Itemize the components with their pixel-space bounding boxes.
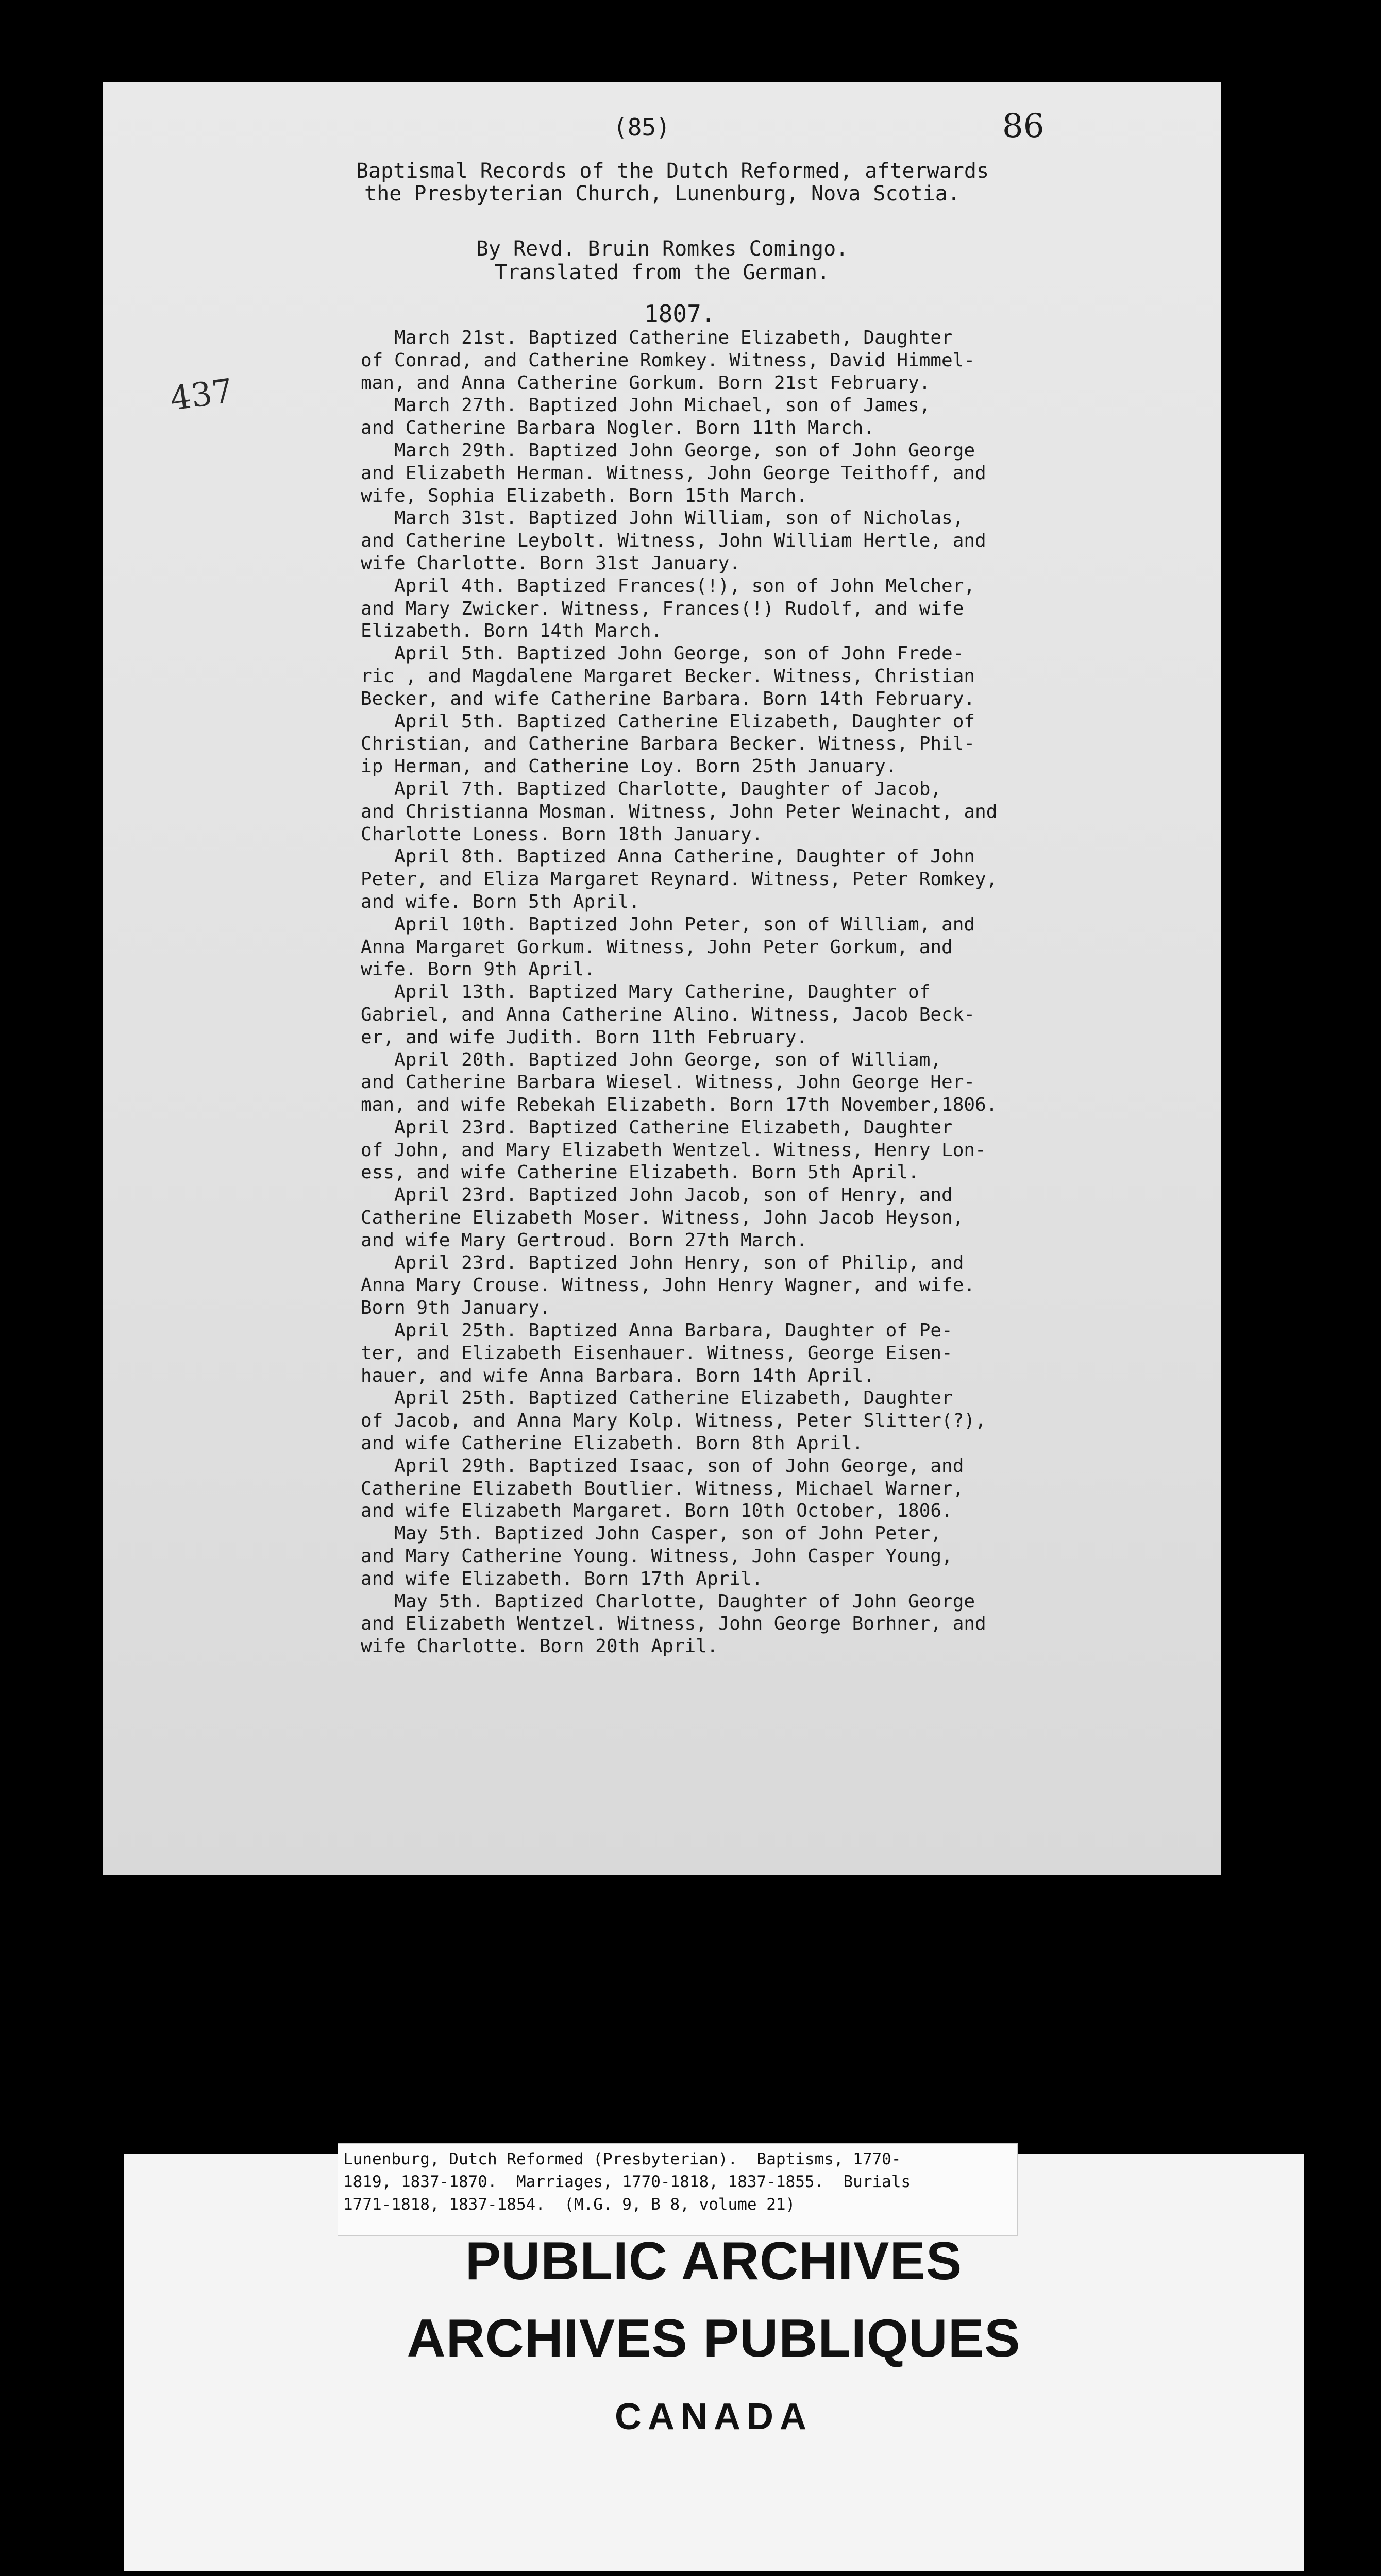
entry-line: Born 9th January.	[361, 1297, 551, 1319]
entry-line: April 20th. Baptized John George, son of William,	[361, 1049, 942, 1071]
byline-line: By Revd. Bruin Romkes Comingo.	[476, 237, 849, 261]
title-line: Baptismal Records of the Dutch Reformed, afterwards	[356, 159, 989, 183]
entry-line: hauer, and wife Anna Barbara. Born 14th April.	[361, 1365, 874, 1386]
entry-line: Catherine Elizabeth Boutlier. Witness, Michael Warner,	[361, 1478, 964, 1499]
entry-line: and Catherine Barbara Nogler. Born 11th March.	[361, 417, 874, 439]
entry-line: Becker, and wife Catherine Barbara. Born 14th February.	[361, 688, 975, 709]
entry-line: March 27th. Baptized John Michael, son of James,	[361, 395, 931, 416]
entry-line: and Mary Catherine Young. Witness, John Casper Young,	[361, 1546, 953, 1567]
page-number-right: 86	[1002, 107, 1045, 145]
entry-line: and wife Elizabeth. Born 17th April.	[361, 1568, 763, 1589]
slip-line: 1771-1818, 1837-1854. (M.G. 9, B 8, volume 21)	[343, 2195, 796, 2214]
entry-line: Anna Mary Crouse. Witness, John Henry Wagner, and wife.	[361, 1275, 975, 1296]
entry-line: April 25th. Baptized Anna Barbara, Daughter of Pe-	[361, 1320, 953, 1342]
entry-line: March 29th. Baptized John George, son of John George	[361, 439, 975, 461]
year-heading: 1807.	[644, 300, 716, 328]
entry-line: and Christianna Mosman. Witness, John Peter Weinacht, and	[361, 801, 998, 822]
entry-line: Christian, and Catherine Barbara Becker. Witness, Phil-	[361, 733, 975, 755]
entry-line: of John, and Mary Elizabeth Wentzel. Witness, Henry Lon-	[361, 1139, 986, 1161]
entry-line: ip Herman, and Catherine Loy. Born 25th January.	[361, 756, 897, 777]
slip-line: Lunenburg, Dutch Reformed (Presbyterian). Baptisms, 1770-	[343, 2150, 901, 2168]
entry-line: wife, Sophia Elizabeth. Born 15th March.	[361, 485, 807, 506]
entry-line: and wife Mary Gertroud. Born 27th March.	[361, 1229, 807, 1251]
entry-line: April 4th. Baptized Frances(!), son of John Melcher,	[361, 575, 975, 597]
entry-line: April 8th. Baptized Anna Catherine, Daughter of John	[361, 846, 975, 868]
entry-line: and wife Catherine Elizabeth. Born 8th April.	[361, 1433, 864, 1454]
document-title	[103, 160, 1221, 205]
entry-line: Catherine Elizabeth Moser. Witness, John Jacob Heyson,	[361, 1207, 964, 1229]
entry-line: May 5th. Baptized Charlotte, Daughter of John George	[361, 1590, 975, 1612]
entry-line: and Catherine Barbara Wiesel. Witness, John George Her-	[361, 1072, 975, 1093]
entry-line: of Conrad, and Catherine Romkey. Witness, David Himmel-	[361, 349, 975, 371]
entry-line: April 7th. Baptized Charlotte, Daughter of Jacob,	[361, 778, 942, 800]
entry-line: April 25th. Baptized Catherine Elizabeth, Daughter	[361, 1387, 953, 1409]
entry-line: March 21st. Baptized Catherine Elizabeth, Daughter	[361, 327, 953, 348]
entry-line: ter, and Elizabeth Eisenhauer. Witness, George Eisen-	[361, 1342, 953, 1364]
entry-line: and Elizabeth Wentzel. Witness, John George Borhner, and	[361, 1613, 986, 1635]
entry-line: er, and wife Judith. Born 11th February.	[361, 1026, 807, 1048]
entry-line: Elizabeth. Born 14th March.	[361, 620, 663, 642]
entry-line: April 23rd. Baptized Catherine Elizabeth, Daughter	[361, 1116, 953, 1138]
baptism-entries	[361, 327, 997, 1658]
entry-line: of Jacob, and Anna Mary Kolp. Witness, Peter Slitter(?),	[361, 1410, 986, 1432]
entry-line: April 5th. Baptized John George, son of John Frede-	[361, 643, 964, 665]
byline	[103, 237, 1221, 284]
entry-line: Peter, and Eliza Margaret Reynard. Witness, Peter Romkey,	[361, 869, 998, 890]
entry-line: April 29th. Baptized Isaac, son of John George, and	[361, 1455, 964, 1477]
entry-line: April 5th. Baptized Catherine Elizabeth, Daughter of	[361, 710, 975, 732]
entry-line: April 13th. Baptized Mary Catherine, Daughter of	[361, 981, 931, 1003]
archive-label-card	[124, 2150, 1304, 2571]
entry-line: Anna Margaret Gorkum. Witness, John Peter Gorkum, and	[361, 936, 953, 958]
entry-line: and Mary Zwicker. Witness, Frances(!) Rudolf, and wife	[361, 598, 964, 619]
entry-line: wife Charlotte. Born 31st January.	[361, 552, 740, 574]
entry-line: and Catherine Leybolt. Witness, John William Hertle, and	[361, 530, 986, 552]
document-page	[103, 82, 1221, 1875]
handwritten-margin-note: 437	[167, 371, 235, 419]
archive-country: CANADA	[615, 2396, 813, 2437]
entry-line: and wife. Born 5th April.	[361, 891, 640, 912]
entry-line: and Elizabeth Herman. Witness, John George Teithoff, and	[361, 462, 986, 484]
entry-line: April 10th. Baptized John Peter, son of William, and	[361, 913, 975, 935]
entry-line: wife Charlotte. Born 20th April.	[361, 1636, 718, 1657]
title-line: the Presbyterian Church, Lunenburg, Nova Scotia.	[364, 182, 960, 206]
entry-line: April 23rd. Baptized John Henry, son of Philip, and	[361, 1252, 964, 1274]
entry-line: Gabriel, and Anna Catherine Alino. Witness, Jacob Beck-	[361, 1004, 975, 1025]
slip-line: 1819, 1837-1870. Marriages, 1770-1818, 1837-1855. Burials	[343, 2173, 911, 2191]
entry-line: April 23rd. Baptized John Jacob, son of Henry, and	[361, 1184, 953, 1206]
byline-line: Translated from the German.	[494, 261, 830, 284]
entry-line: man, and wife Rebekah Elizabeth. Born 17th November,1806.	[361, 1094, 998, 1116]
entry-line: ess, and wife Catherine Elizabeth. Born 5th April.	[361, 1162, 919, 1183]
entry-line: and wife Elizabeth Margaret. Born 10th October, 1806.	[361, 1500, 953, 1522]
entry-line: ric , and Magdalene Margaret Becker. Witness, Christian	[361, 665, 975, 687]
archive-name-french: ARCHIVES PUBLIQUES	[407, 2309, 1021, 2368]
entry-line: March 31st. Baptized John William, son of Nicholas,	[361, 507, 964, 529]
entry-line: man, and Anna Catherine Gorkum. Born 21st February.	[361, 372, 931, 394]
archive-name-english: PUBLIC ARCHIVES	[465, 2231, 963, 2291]
entry-line: Charlotte Loness. Born 18th January.	[361, 823, 763, 845]
page-number-left: (85)	[613, 113, 670, 141]
entry-line: wife. Born 9th April.	[361, 959, 596, 980]
entry-line: May 5th. Baptized John Casper, son of John Peter,	[361, 1523, 942, 1545]
catalog-slip	[338, 2143, 1018, 2236]
